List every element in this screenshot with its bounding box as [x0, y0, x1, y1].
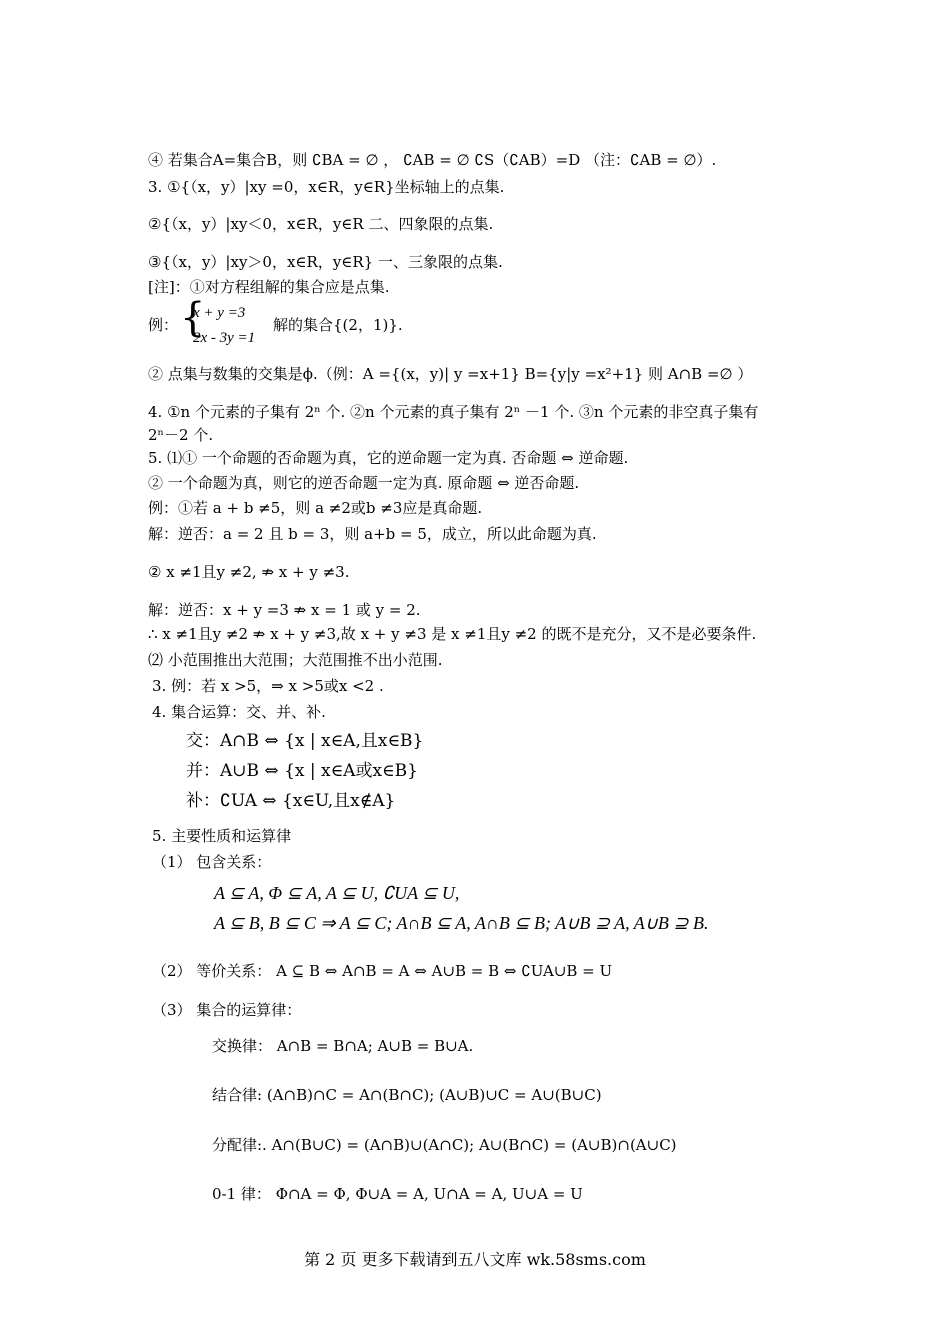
line-1: ④ 若集合A=集合B，则 ∁BA = ∅ ， ∁AB = ∅ ∁S（∁AB）=D （注：∁AB = ∅）. — [148, 151, 717, 169]
line-3: ②{（x，y）|xy＜0，x∈R，y∈R 二、四象限的点集. — [148, 215, 494, 233]
inclusion-1: A ⊆ A, Φ ⊆ A, A ⊆ U, ∁UA ⊆ U, — [214, 883, 460, 903]
line-7: ② 点集与数集的交集是ϕ.（例：A ={(x，y)| y =x+1} B={y|y =x²+1} 则 A∩B =∅ ） — [148, 365, 753, 383]
line-2: 3. ①{（x，y）|xy =0，x∈R，y∈R}坐标轴上的点集. — [148, 178, 505, 196]
line-11: ② 一个命题为真，则它的逆否命题一定为真. 原命题 ⇔ 逆否命题. — [148, 474, 580, 492]
line-12: 例：①若 a + b ≠5，则 a ≠2或b ≠3应是真命题. — [148, 499, 483, 517]
example-label: 例： — [148, 316, 179, 334]
associative-law: 结合律: (A∩B)∩C = A∩(B∩C); (A∪B)∪C = A∪(B∪C) — [212, 1086, 602, 1104]
solution-set: 解的集合{(2，1)}. — [273, 316, 403, 334]
commutative-law: 交换律： A∩B = B∩A; A∪B = B∪A. — [212, 1037, 474, 1055]
line-9: 2ⁿ－2 个. — [148, 426, 214, 444]
line-13: 解：逆否：a = 2 且 b = 3，则 a+b = 5，成立，所以此命题为真. — [148, 525, 597, 543]
zero-one-law: 0-1 律： Φ∩A = Φ, Φ∪A = A, U∩A = A, U∪A = U — [212, 1185, 583, 1203]
line-15: 解：逆否：x + y =3 ⇏ x = 1 或 y = 2. — [148, 601, 421, 619]
line-5: [注]：①对方程组解的集合应是点集. — [148, 278, 390, 296]
inclusion-2: A ⊆ B, B ⊆ C ⇒ A ⊆ C; A∩B ⊆ A, A∩B ⊆ B; A∪B ⊇ A, A∪B ⊇ B. — [214, 913, 709, 933]
line-28: （3） 集合的运算律： — [152, 1001, 302, 1019]
line-17: ⑵ 小范围推出大范围；大范围推不出小范围. — [148, 651, 443, 669]
equation-system-brace: { — [180, 295, 206, 341]
line-19: 4. 集合运算：交、并、补. — [152, 703, 326, 721]
line-18: 3. 例：若 x >5，⇒ x >5或x <2 . — [152, 677, 384, 695]
line-10: 5. ⑴① 一个命题的否命题为真，它的逆命题一定为真. 否命题 ⇔ 逆命题. — [148, 449, 629, 467]
line-16: ∴ x ≠1且y ≠2 ⇏ x + y ≠3,故 x + y ≠3 是 x ≠1且y ≠2 的既不是充分，又不是必要条件. — [148, 625, 757, 643]
line-14: ② x ≠1且y ≠2, ⇏ x + y ≠3. — [148, 563, 350, 581]
line-8: 4. ①n 个元素的子集有 2ⁿ 个. ②n 个元素的真子集有 2ⁿ －1 个. ③n 个元素的非空真子集有 — [148, 403, 759, 421]
page-footer: 第 2 页 更多下载请到五八文库 wk.58sms.com — [304, 1250, 646, 1269]
distributive-law: 分配律:. A∩(B∪C) = (A∩B)∪(A∩C); A∪(B∩C) = (A∪B)∩(A∪C) — [212, 1136, 677, 1154]
intersection-def: 交：A∩B ⇔ {x | x∈A,且x∈B} — [186, 731, 424, 751]
union-def: 并：A∪B ⇔ {x | x∈A或x∈B} — [186, 761, 418, 781]
line-23: 5. 主要性质和运算律 — [152, 827, 292, 845]
line-24: （1） 包含关系： — [152, 853, 272, 871]
equation-2: 2x - 3y =1 — [193, 330, 256, 346]
equivalence: （2） 等价关系： A ⊆ B ⇔ A∩B = A ⇔ A∪B = B ⇔ ∁UA∪B = U — [152, 962, 613, 980]
line-4: ③{（x，y）|xy＞0，x∈R，y∈R} 一、三象限的点集. — [148, 253, 503, 271]
complement-def: 补：∁UA ⇔ {x∈U,且x∉A} — [186, 791, 396, 811]
equation-1: x + y =3 — [193, 305, 246, 321]
